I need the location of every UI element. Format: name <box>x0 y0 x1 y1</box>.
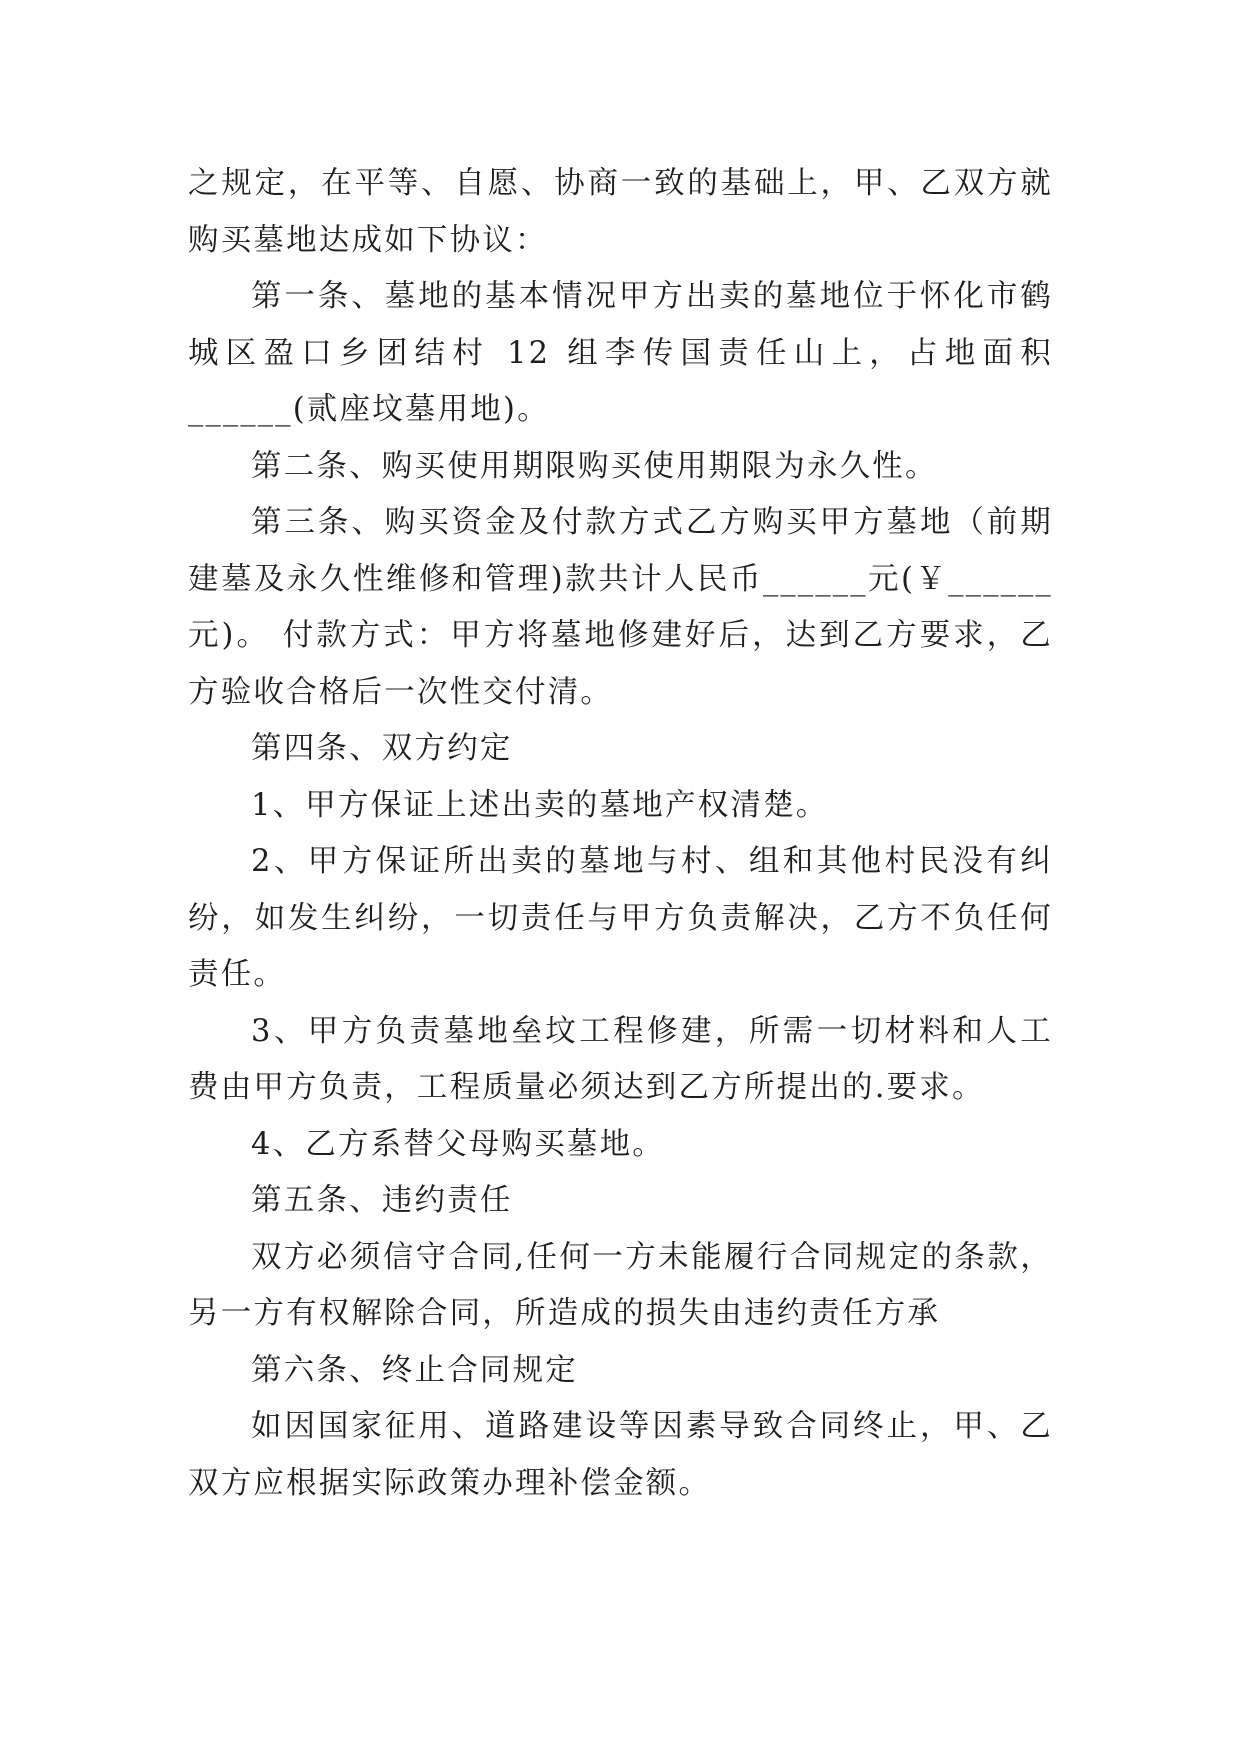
paragraph-article-6-body: 如因国家征用、道路建设等因素导致合同终止，甲、乙双方应根据实际政策办理补偿金额。 <box>188 1409 1053 1501</box>
paragraph-article-6-heading: 第六条、终止合同规定 <box>251 1352 578 1388</box>
paragraph-clause-1: 1、甲方保证上述出卖的墓地产权清楚。 <box>251 787 829 823</box>
paragraph-article-4-heading: 第四条、双方约定 <box>251 731 513 766</box>
paragraph-article-2: 第二条、购买使用期限购买使用期限为永久性。 <box>251 448 938 484</box>
paragraph-clause-4: 4、乙方系替父母购买墓地。 <box>251 1126 666 1162</box>
paragraph-intro: 之规定，在平等、自愿、协商一致的基础上，甲、乙双方就购买墓地达成如下协议： <box>188 166 1053 258</box>
paragraph-clause-2: 2、甲方保证所出卖的墓地与村、组和其他村民没有纠纷，如发生纠纷，一切责任与甲方负责解决，乙方不负任何责任。 <box>188 844 1053 992</box>
paragraph-article-3: 第三条、购买资金及付款方式乙方购买甲方墓地（前期建墓及永久性维修和管理)款共计人民币______元(￥______元)。 付款方式：甲方将墓地修建好后，达到乙方要求，乙方验收合格后一次性交付清。 <box>188 505 1053 710</box>
paragraph-article-5-body: 双方必须信守合同,任何一方未能履行合同规定的条款，另一方有权解除合同，所造成的损失由违约责任方承 <box>188 1239 1053 1331</box>
paragraph-clause-3: 3、甲方负责墓地垒坟工程修建，所需一切材料和人工费由甲方负责，工程质量必须达到乙方所提出的.要求。 <box>188 1013 1053 1105</box>
document-body <box>188 156 1053 1512</box>
paragraph-article-1: 第一条、墓地的基本情况甲方出卖的墓地位于怀化市鹤城区盈口乡团结村 12 组李传国责任山上，占地面积______(贰座坟墓用地)。 <box>188 279 1053 427</box>
paragraph-article-5-heading: 第五条、违约责任 <box>251 1183 513 1218</box>
